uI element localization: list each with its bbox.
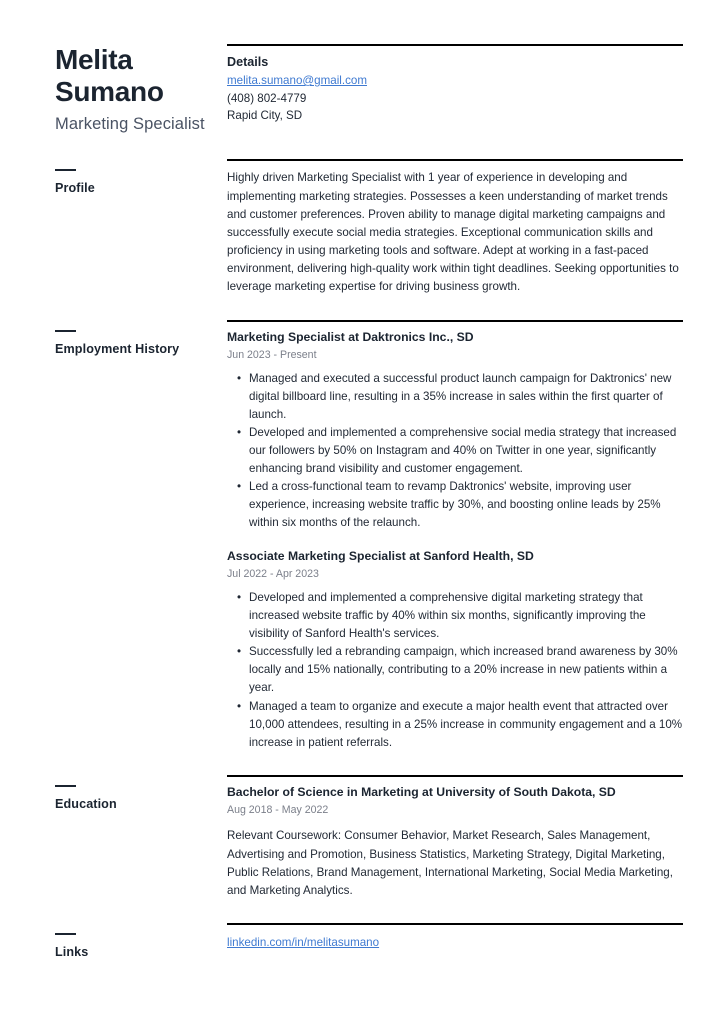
profile-content-column: [227, 159, 724, 296]
education-label-rule: [55, 785, 76, 787]
links-section-label: Links: [55, 944, 89, 959]
details-section-rule: [227, 44, 683, 46]
employment-entry-date: Jun 2023 - Present: [227, 348, 317, 361]
employment-entry-date: Jul 2022 - Apr 2023: [227, 568, 319, 581]
links-content-column: [227, 923, 724, 952]
education-entry-date: Aug 2018 - May 2022: [227, 803, 329, 816]
list-item: • Led a cross-functional team to revamp Daktronics' website, improving user experience, increasing website traffic by 30%, and boosting online leads by 25% within six months of the relaunch.: [249, 478, 683, 532]
employment-section: [0, 320, 724, 752]
profile-section: [0, 159, 724, 296]
candidate-job-title: Marketing Specialist: [55, 114, 205, 133]
employment-content-column: [227, 320, 724, 752]
profile-section-label: Profile: [55, 181, 95, 196]
header-section: [0, 0, 724, 132]
employment-label-column: [0, 320, 227, 356]
header-name-column: [0, 44, 227, 132]
employment-section-label: Employment History: [55, 341, 180, 356]
links-section: [0, 923, 724, 959]
education-entry: [227, 785, 683, 900]
profile-label-column: [0, 159, 227, 195]
education-entry-title: Bachelor of Science in Marketing at University of South Dakota, SD: [227, 784, 616, 799]
name-first: Melita: [55, 44, 133, 75]
linkedin-link[interactable]: linkedin.com/in/melitasumano: [227, 935, 380, 949]
profile-label-rule: [55, 169, 76, 171]
employment-entry: [227, 549, 683, 751]
employment-entry-bullets: [227, 589, 683, 752]
details-location: Rapid City, SD: [227, 109, 303, 123]
education-label-column: [0, 775, 227, 811]
links-list: [227, 925, 683, 952]
candidate-name: [55, 44, 227, 132]
employment-entry-title: Marketing Specialist at Daktronics Inc., SD: [227, 329, 474, 344]
list-item: • Managed and executed a successful product launch campaign for Daktronics' new digital billboard line, resulting in a 35% increase in sales within the first quarter of launch.: [249, 370, 683, 424]
email-link[interactable]: melita.sumano@gmail.com: [227, 74, 367, 87]
list-item: • Managed a team to organize and execute a major health event that attracted over 10,000 attendees, resulting in a 25% increase in community engagement and a 10% increase in patient referrals.: [249, 698, 683, 752]
list-item: • Developed and implemented a comprehensive digital marketing strategy that increased website traffic by 40% within six months, significantly improving the visibility of Sanford Health's services.: [249, 589, 683, 643]
links-label-column: [0, 923, 227, 959]
details-email-row: [227, 71, 683, 90]
education-entry-description: Relevant Coursework: Consumer Behavior, Market Research, Sales Management, Advertising and Promotion, Business Statistics, Marketing Strategy, Digital Marketing, Public Relations, Brand Management, International Marketing, Social Media Marketing, and Marketing Analytics.: [227, 829, 673, 897]
employment-entry: [227, 330, 683, 532]
list-item: • Successfully led a rebranding campaign, which increased brand awareness by 30% locally and 15% nationally, contributing to a 20% increase in new patients within a year.: [249, 643, 683, 697]
employment-entry-title: Associate Marketing Specialist at Sanford Health, SD: [227, 549, 534, 564]
details-column: [227, 44, 724, 125]
name-last: Sumano: [55, 76, 164, 108]
education-section: [0, 775, 724, 900]
employment-label-rule: [55, 330, 76, 332]
details-heading: Details: [227, 55, 269, 69]
list-item: • Developed and implemented a comprehensive social media strategy that increased our followers by 50% on Instagram and 40% on Twitter in one year, significantly enhancing brand visibility and customer engagement.: [249, 424, 683, 478]
employment-entries: [227, 322, 683, 752]
links-label-rule: [55, 933, 76, 935]
education-entries: [227, 777, 683, 900]
education-section-label: Education: [55, 796, 117, 811]
profile-text-wrap: [227, 161, 683, 296]
profile-text: Highly driven Marketing Specialist with 1 year of experience in developing and implementing marketing strategies. Possesses a keen understanding of market trends and customer preferences. Proven ability to manage digital marketing campaigns and successfully execute social media strategies. Exceptional communication skills and proficiency in using marketing tools and software. Adept at working in a fast-paced environment, delivering high-quality work within tight deadlines. Seeking opportunities to leverage marketing expertise for driving business growth.: [227, 171, 679, 293]
employment-entry-bullets: [227, 370, 683, 533]
education-content-column: [227, 775, 724, 900]
details-phone: (408) 802-4779: [227, 91, 307, 105]
